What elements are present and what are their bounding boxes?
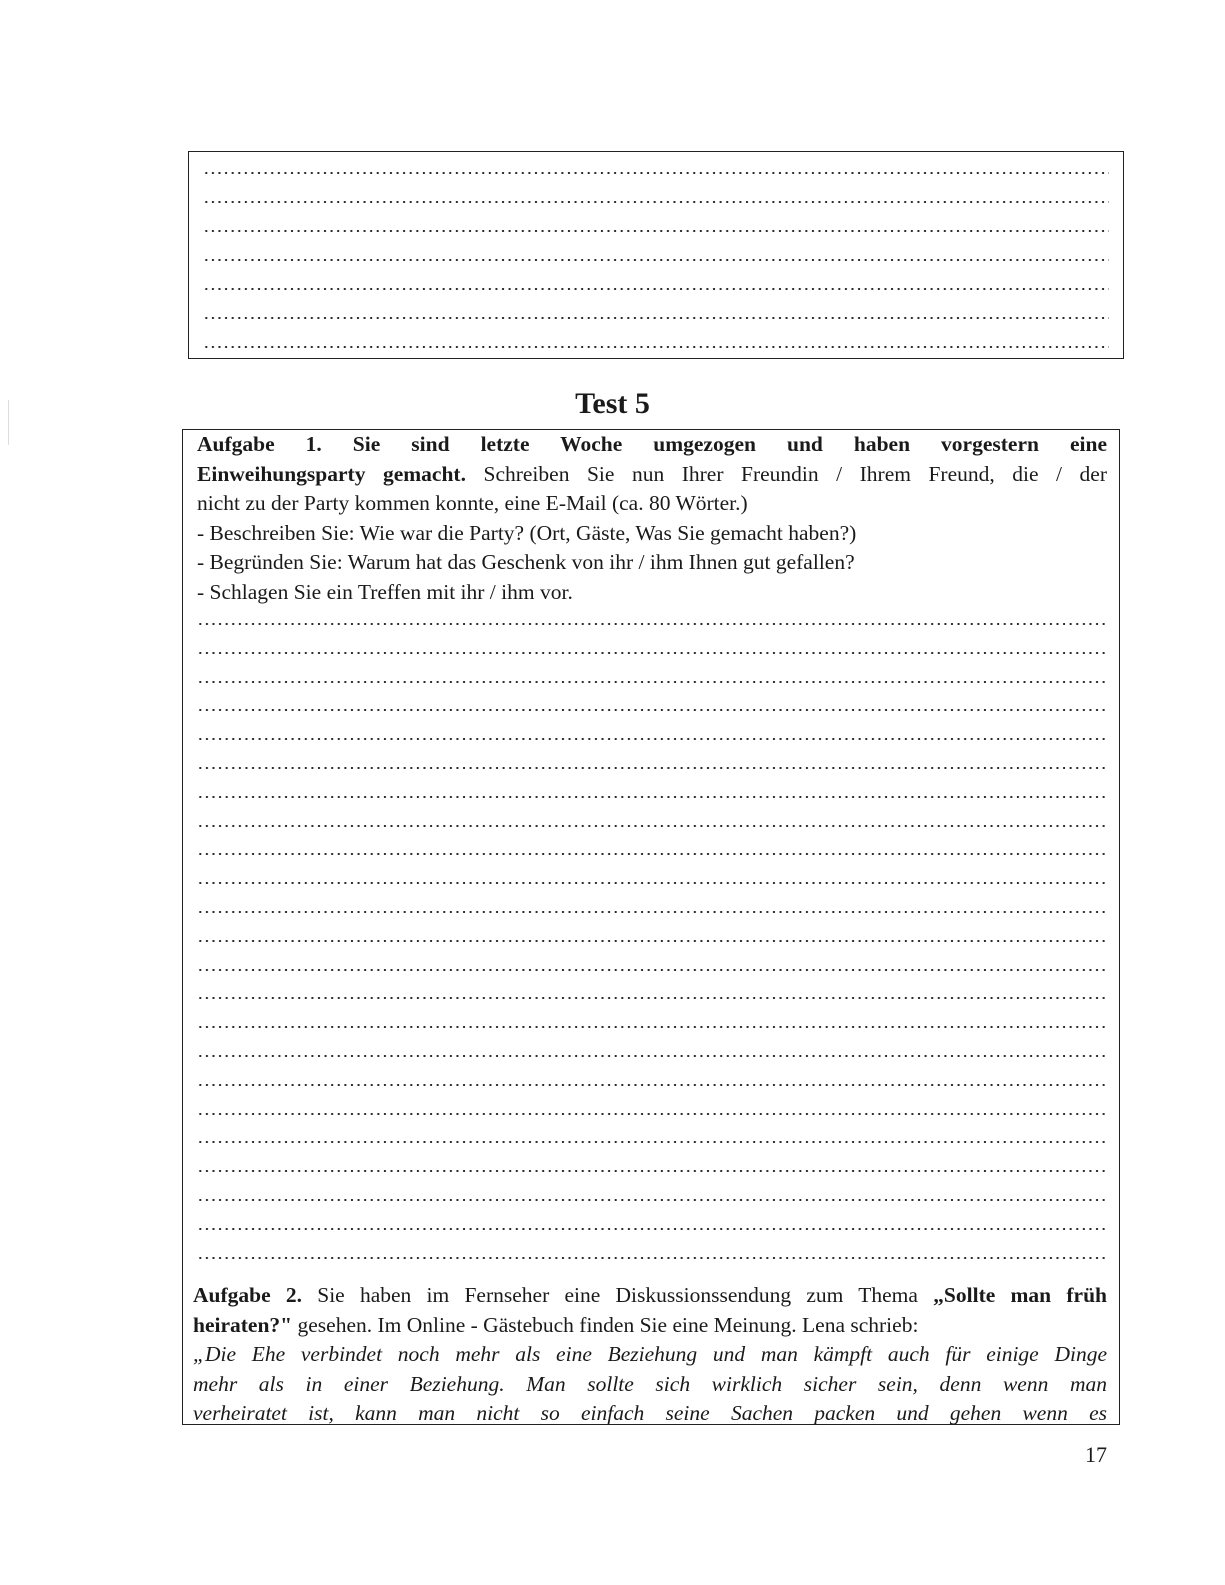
- task1-bullet: - Begründen Sie: Warum hat das Geschenk von ihr / ihm Ihnen gut gefallen?: [197, 550, 855, 574]
- writing-line[interactable]: [203, 230, 1109, 232]
- writing-line[interactable]: [197, 969, 1107, 971]
- writing-line[interactable]: [197, 1228, 1107, 1230]
- writing-line[interactable]: [197, 882, 1107, 884]
- task1-line2: [197, 460, 1107, 490]
- task2-quote-line: verheiratet ist, kann man nicht so einfach seine Sachen packen und gehen wenn es: [193, 1401, 1107, 1425]
- task1-bullet: - Beschreiben Sie: Wie war die Party? (Ort, Gäste, Was Sie gemacht haben?): [197, 520, 857, 545]
- task2-quote-line: mehr als in einer Beziehung. Man sollte sich wirklich sicher sein, denn wenn man: [193, 1371, 1107, 1396]
- task1-line2-bold: Einweihungsparty gemacht.: [197, 461, 466, 486]
- writing-line[interactable]: [197, 1199, 1107, 1201]
- task-2: [193, 1281, 1107, 1429]
- writing-line[interactable]: [197, 853, 1107, 855]
- task2-topic-end: heiraten?": [193, 1312, 293, 1337]
- writing-line[interactable]: [197, 1257, 1107, 1259]
- test-box: [182, 429, 1120, 1425]
- task1-bullet: - Schlagen Sie ein Treffen mit ihr / ihm vor.: [197, 579, 573, 604]
- task1-line3: nicht zu der Party kommen konnte, eine E-Mail (ca. 80 Wörter.): [197, 491, 748, 515]
- writing-line[interactable]: [197, 767, 1107, 769]
- writing-line[interactable]: [197, 1055, 1107, 1057]
- task1-heading: Aufgabe 1. Sie sind letzte Woche umgezogen und haben vorgestern eine: [197, 432, 1107, 456]
- writing-line[interactable]: [197, 940, 1107, 942]
- writing-line[interactable]: [203, 201, 1109, 203]
- task2-quote-line: „Die Ehe verbindet noch mehr als eine Beziehung und man kämpft auch für einige Dinge: [193, 1342, 1107, 1366]
- writing-line[interactable]: [197, 1026, 1107, 1028]
- writing-line[interactable]: [203, 317, 1109, 319]
- writing-line[interactable]: [197, 1170, 1107, 1172]
- writing-line[interactable]: [197, 911, 1107, 913]
- writing-line[interactable]: [203, 172, 1109, 174]
- writing-line[interactable]: [197, 796, 1107, 798]
- writing-line[interactable]: [197, 825, 1107, 827]
- task2-line2: [193, 1311, 1107, 1341]
- task2-label: Aufgabe 2.: [193, 1283, 303, 1307]
- writing-box-continued: [188, 151, 1124, 359]
- writing-line[interactable]: [203, 288, 1109, 290]
- writing-line[interactable]: [197, 681, 1107, 683]
- writing-line[interactable]: [197, 997, 1107, 999]
- writing-line[interactable]: [197, 738, 1107, 740]
- task2-topic: „Sollte man früh: [933, 1283, 1107, 1307]
- writing-line[interactable]: [197, 1084, 1107, 1086]
- task-1: [197, 430, 1107, 607]
- writing-line[interactable]: [197, 1141, 1107, 1143]
- writing-line[interactable]: [203, 259, 1109, 261]
- writing-line[interactable]: [203, 346, 1109, 348]
- task1-line2-rest: Schreiben Sie nun Ihrer Freundin / Ihrem Freund, die / der: [465, 461, 1107, 486]
- writing-line[interactable]: [197, 1113, 1107, 1115]
- writing-line[interactable]: [197, 709, 1107, 711]
- page-number: 17: [1085, 1442, 1107, 1467]
- writing-line[interactable]: [197, 623, 1107, 625]
- test-title: Test 5: [575, 387, 650, 420]
- writing-line[interactable]: [197, 652, 1107, 654]
- task2-intro: Sie haben im Fernseher eine Diskussionssendung zum Thema: [302, 1283, 934, 1307]
- task2-intro-rest: gesehen. Im Online - Gästebuch finden Sie eine Meinung. Lena schrieb:: [292, 1312, 919, 1337]
- task2-line1: [193, 1281, 1107, 1311]
